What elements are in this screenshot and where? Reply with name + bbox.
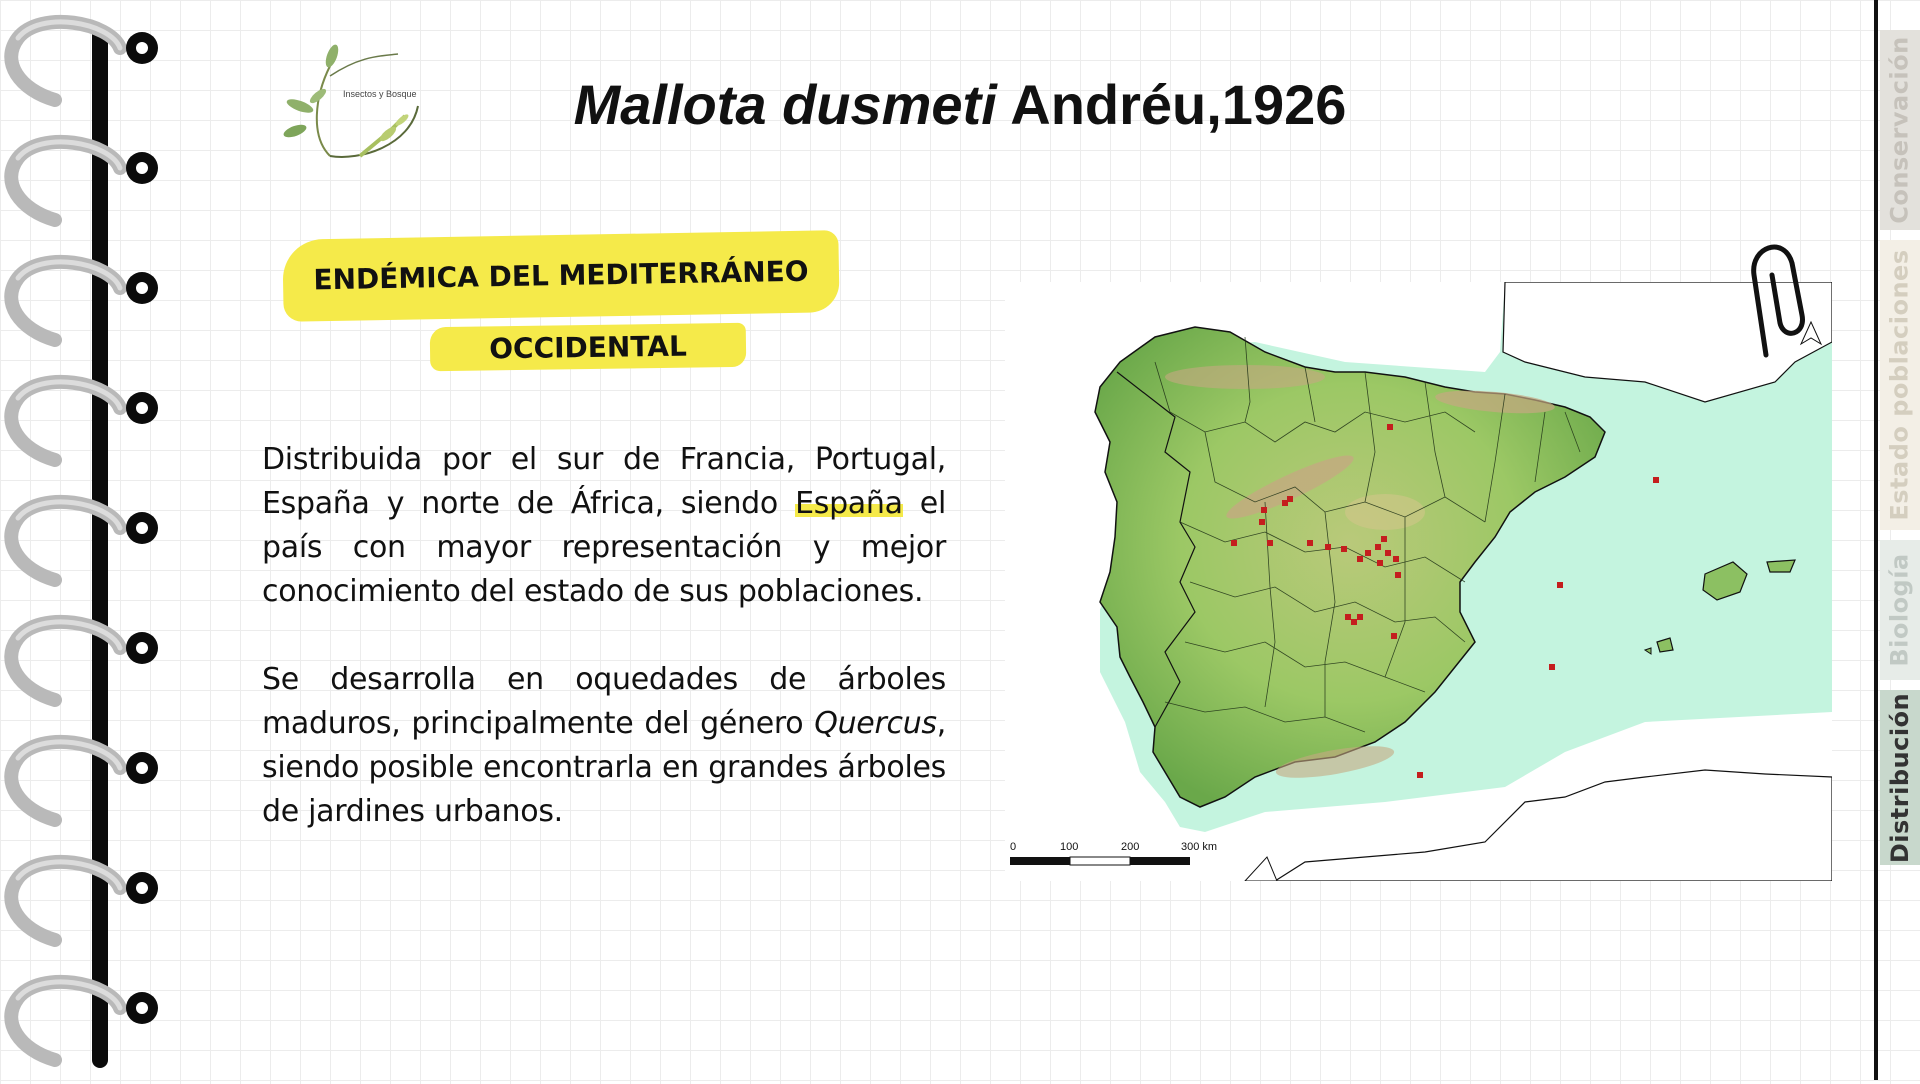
scale-label-300: 300 km [1181, 841, 1218, 853]
tab-rail [1874, 0, 1878, 1080]
tab-biologia[interactable] [1880, 540, 1920, 680]
tab-distribucion[interactable] [1880, 690, 1920, 865]
spiral-ring-icon [0, 370, 165, 460]
spiral-ring-icon [0, 970, 165, 1060]
spiral-ring-icon [0, 250, 165, 340]
spiral-binding [0, 0, 175, 1080]
spiral-ring-icon [0, 130, 165, 220]
spiral-ring-icon [0, 730, 165, 820]
habitat-paragraph [262, 658, 946, 834]
scale-label-200: 200 [1121, 841, 1140, 853]
iberia-map [1005, 282, 1832, 881]
paragraph2-text-a: Se desarrolla en oquedades de árboles maduros, principalmente del género [262, 662, 946, 741]
tab-estado-poblaciones[interactable] [1880, 240, 1920, 530]
scale-label-0: 0 [1010, 841, 1017, 853]
spiral-ring-icon [0, 850, 165, 940]
spiral-ring-icon [0, 490, 165, 580]
distribution-map [1005, 282, 1832, 881]
scale-label-100: 100 [1060, 841, 1079, 853]
tab-conservacion-label: Conservación [1886, 36, 1915, 224]
paperclip-icon [1744, 235, 1814, 365]
logo-text: Insectos y Bosque [343, 89, 417, 99]
paragraph1-text-a: Distribuida por el sur de Francia, Portugal, España y norte de África, siendo [262, 442, 946, 521]
tab-estado-poblaciones-label: Estado poblaciones [1886, 249, 1915, 521]
tab-biologia-label: Biología [1886, 553, 1915, 667]
page-title [400, 72, 1520, 137]
description-text [262, 438, 946, 878]
paragraph2-text-b: , siendo posible encontrarla en grandes árboles de jardines urbanos. [262, 706, 946, 829]
endemic-badge-line2: OCCIDENTAL [430, 323, 747, 371]
species-author: Andréu,1926 [1010, 73, 1347, 136]
spiral-ring-icon [0, 10, 165, 100]
species-name: Mallota dusmeti [573, 73, 997, 136]
endemic-badge-line1: ENDÉMICA DEL MEDITERRÁNEO [282, 230, 839, 322]
distribution-paragraph [262, 438, 946, 614]
spain-highlight: España [795, 486, 903, 521]
spiral-ring-icon [0, 610, 165, 700]
tab-conservacion[interactable] [1880, 30, 1920, 230]
tab-distribucion-label: Distribución [1886, 692, 1915, 863]
paragraph1-text-b: el país con mayor representación y mejor conocimiento del estado de sus poblaciones. [262, 486, 946, 609]
quercus-genus: Quercus [814, 706, 937, 741]
